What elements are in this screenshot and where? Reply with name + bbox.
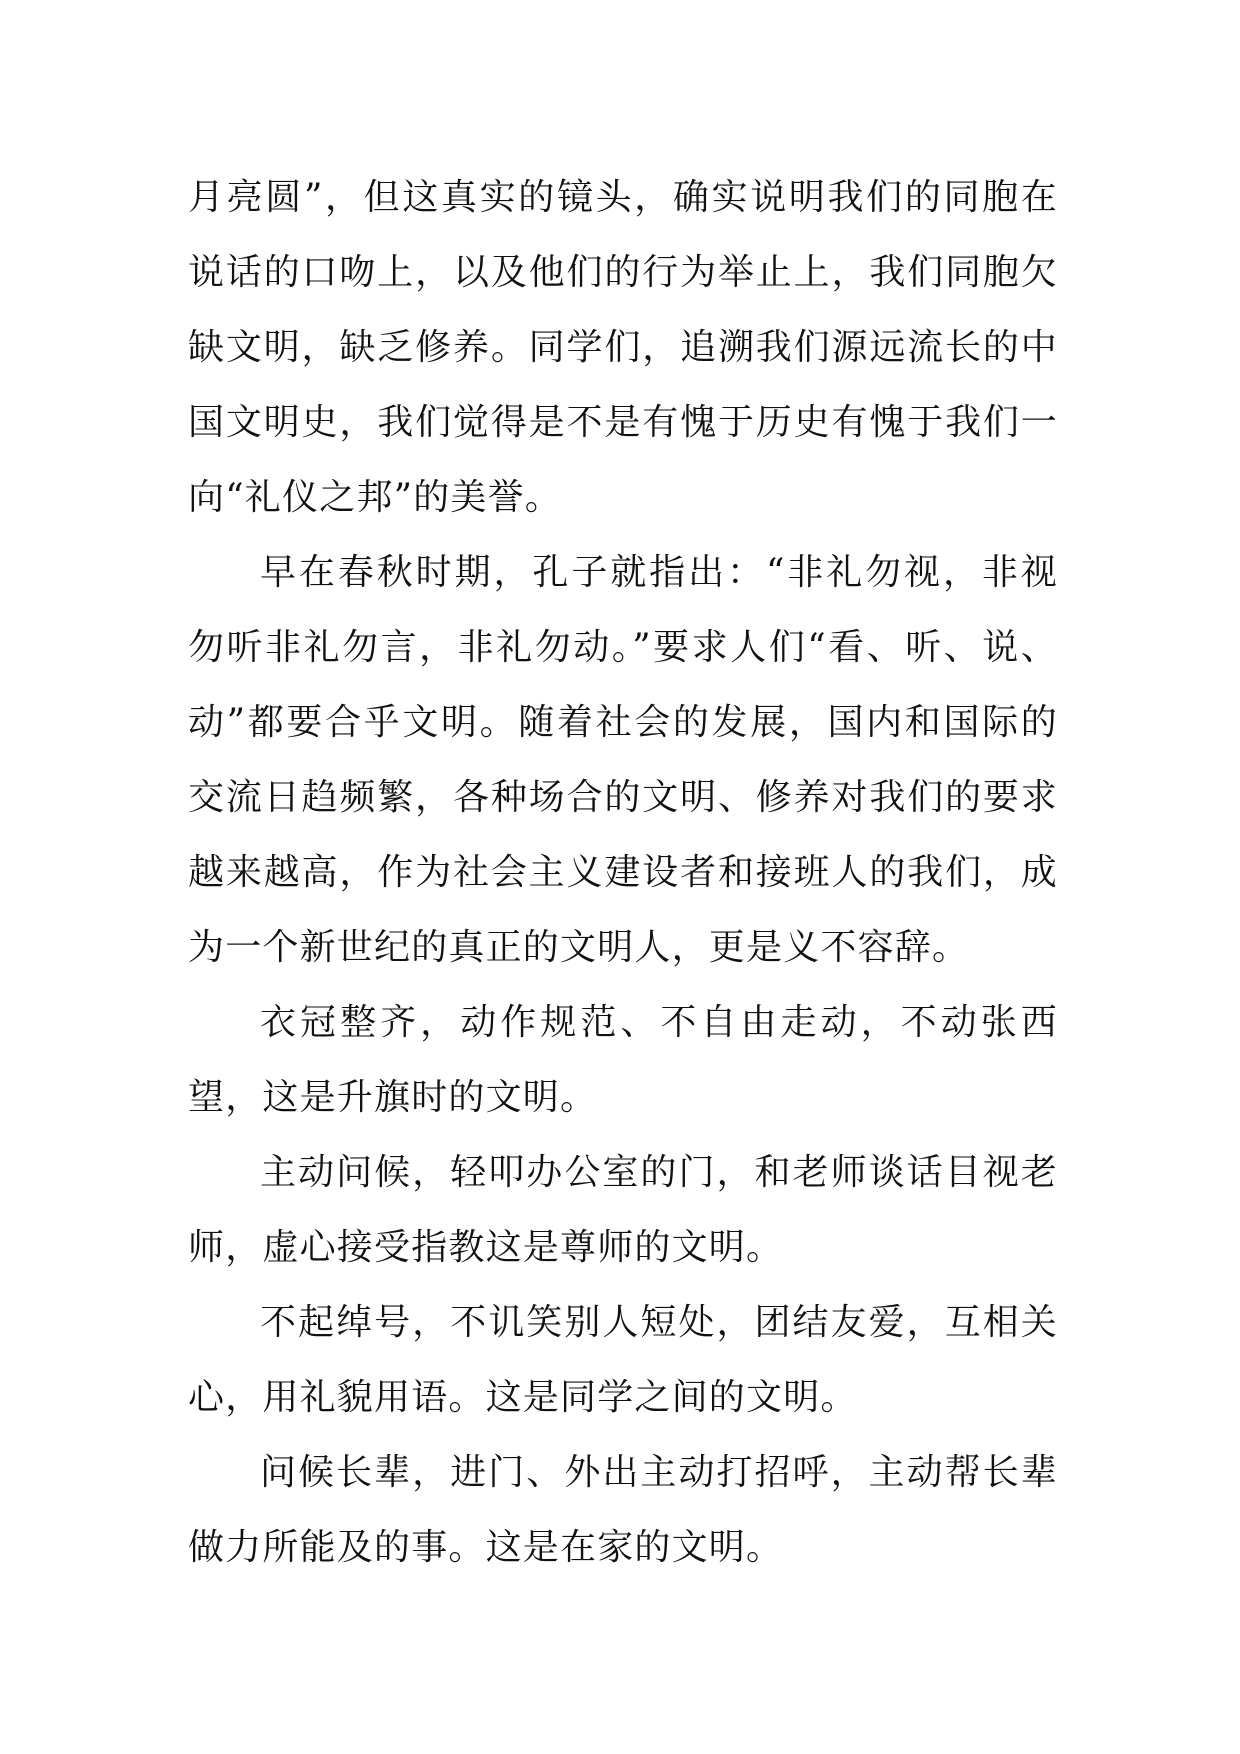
paragraph: 月亮圆”，但这真实的镜头，确实说明我们的同胞在说话的口吻上，以及他们的行为举止上，我们同胞欠缺文明，缺乏修养。同学们，追溯我们源远流长的中国文明史，我们觉得是不是有愧于历史有愧于我们一向“礼仪之邦”的美誉。 xyxy=(188,177,1058,518)
document-body xyxy=(188,160,1058,1585)
paragraph: 衣冠整齐，动作规范、不自由走动，不动张西望，这是升旗时的文明。 xyxy=(188,1002,1058,1118)
paragraph: 早在春秋时期，孔子就指出：“非礼勿视，非视勿听非礼勿言，非礼勿动。”要求人们“看、听、说、动”都要合乎文明。随着社会的发展，国内和国际的交流日趋频繁，各种场合的文明、修养对我们的要求越来越高，作为社会主义建设者和接班人的我们，成为一个新世纪的真正的文明人，更是义不容辞。 xyxy=(188,552,1058,968)
paragraph: 不起绰号，不讥笑别人短处，团结友爱，互相关心，用礼貌用语。这是同学之间的文明。 xyxy=(188,1302,1058,1418)
paragraph: 问候长辈，进门、外出主动打招呼，主动帮长辈做力所能及的事。这是在家的文明。 xyxy=(188,1452,1058,1568)
paragraph: 主动问候，轻叩办公室的门，和老师谈话目视老师，虚心接受指教这是尊师的文明。 xyxy=(188,1152,1058,1268)
